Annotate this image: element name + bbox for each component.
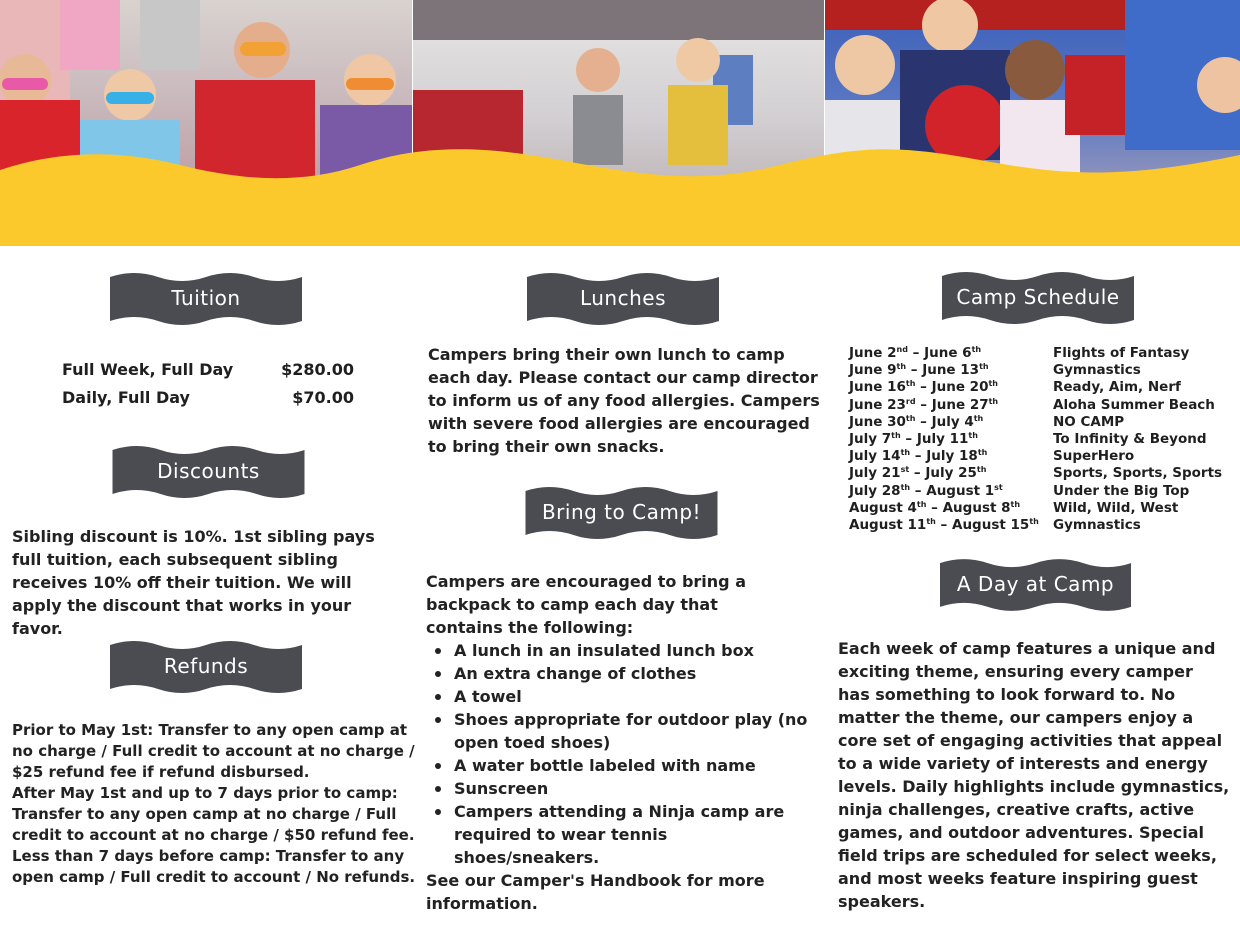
yellow-wave: [0, 0, 1240, 246]
refunds-line: Less than 7 days before camp: Transfer to any: [12, 847, 405, 865]
banner-day-label: A Day at Camp: [956, 572, 1115, 596]
schedule-theme: Wild, Wild, West: [1053, 499, 1179, 516]
bring-list: [426, 639, 811, 869]
list-item: A towel: [454, 685, 811, 708]
schedule-theme: Ready, Aim, Nerf: [1053, 379, 1181, 396]
banner-day: [940, 559, 1131, 609]
schedule-theme: Under the Big Top: [1053, 482, 1190, 499]
refunds-line: After May 1st and up to 7 days prior to camp:: [12, 784, 398, 802]
refunds-text: [12, 720, 416, 888]
schedule-theme: To Infinity & Beyond: [1053, 431, 1207, 448]
schedule-theme: Flights of Fantasy: [1053, 345, 1190, 361]
tuition-label: Full Week, Full Day: [62, 360, 234, 379]
list-item: An extra change of clothes: [454, 662, 811, 685]
banner-discounts: [112, 446, 305, 496]
refunds-line: $25 refund fee if refund disbursed.: [12, 763, 310, 781]
schedule-theme: SuperHero: [1053, 448, 1135, 465]
schedule-theme: Gymnastics: [1053, 362, 1141, 379]
banner-discounts-label: Discounts: [157, 459, 260, 483]
schedule-date: July 14th – July 18th: [849, 448, 988, 465]
banner-refunds-label: Refunds: [163, 654, 249, 678]
refunds-line: Prior to May 1st: Transfer to any open camp at: [12, 721, 408, 739]
banner-lunches-label: Lunches: [579, 286, 667, 310]
photo-band: [0, 0, 1240, 246]
schedule-date: August 11th – August 15th: [849, 517, 1039, 534]
banner-schedule-label: Camp Schedule: [956, 285, 1120, 309]
list-item: Campers attending a Ninja camp are required to wear tennis shoes/sneakers.: [454, 800, 811, 869]
refunds-line: no charge / Full credit to account at no charge /: [12, 742, 415, 760]
day-text: Each week of camp features a unique and exciting theme, ensuring every camper has something to look forward to. No matter the theme, our campers enjoy a core set of engaging activities that appeal to a wide variety of interests and energy levels. Daily highlights include gymnastics, ninja challenges, creative crafts, active games, and outdoor adventures. Special field trips are scheduled for select weeks, and most weeks feature inspiring guest speakers.: [838, 639, 1230, 911]
bring-intro: Campers are encouraged to bring a backpack to camp each day that contains the following:: [426, 572, 746, 637]
banner-refunds: [110, 641, 302, 691]
schedule-date: June 2nd – June 6th: [849, 345, 982, 361]
bring-section: [426, 570, 811, 915]
schedule-date: July 7th – July 11th: [849, 431, 978, 448]
schedule-date: June 9th – June 13th: [849, 362, 989, 379]
schedule-date: June 16th – June 20th: [849, 379, 998, 396]
schedule-theme: Gymnastics: [1053, 517, 1141, 534]
banner-tuition: [110, 273, 302, 323]
schedule-date: July 21st – July 25th: [849, 465, 987, 482]
tuition-price: $70.00: [292, 388, 354, 407]
refunds-line: open camp / Full credit to account / No refunds.: [12, 868, 416, 886]
banner-bring-label: Bring to Camp!: [541, 500, 702, 524]
lunches-text: Campers bring their own lunch to camp each day. Please contact our camp director to inform us of any food allergies. Campers with severe food allergies are encouraged to bring their own snacks.: [428, 345, 820, 456]
refunds-line: credit to account at no charge / $50 refund fee.: [12, 826, 415, 844]
list-item: Sunscreen: [454, 777, 811, 800]
schedule-themes: [1053, 345, 1222, 534]
schedule-theme: Sports, Sports, Sports: [1053, 465, 1223, 482]
tuition-row: [62, 360, 354, 379]
list-item: A water bottle labeled with name: [454, 754, 811, 777]
bring-outro: See our Camper's Handbook for more information.: [426, 871, 765, 913]
list-item: Shoes appropriate for outdoor play (no open toed shoes): [454, 708, 811, 754]
banner-lunches: [527, 273, 719, 323]
schedule-dates: [849, 345, 1039, 534]
banner-bring: [525, 487, 718, 537]
schedule-date: June 30th – July 4th: [849, 413, 984, 430]
tuition-label: Daily, Full Day: [62, 388, 190, 407]
tuition-row: [62, 388, 354, 407]
discounts-text: Sibling discount is 10%. 1st sibling pays full tuition, each subsequent sibling receives 10% off their tuition. We will apply the discount that works in your favor.: [12, 527, 375, 638]
schedule-date: July 28th – August 1st: [849, 482, 1003, 499]
refunds-line: Transfer to any open camp at no charge / Full: [12, 805, 397, 823]
tuition-price: $280.00: [281, 360, 354, 379]
schedule-theme: NO CAMP: [1053, 413, 1125, 430]
schedule-date: June 23rd – June 27th: [849, 396, 999, 413]
schedule-theme: Aloha Summer Beach: [1053, 396, 1215, 413]
schedule-date: August 4th – August 8th: [849, 499, 1021, 516]
banner-schedule: [942, 272, 1134, 322]
banner-tuition-label: Tuition: [171, 286, 241, 310]
list-item: A lunch in an insulated lunch box: [454, 639, 811, 662]
